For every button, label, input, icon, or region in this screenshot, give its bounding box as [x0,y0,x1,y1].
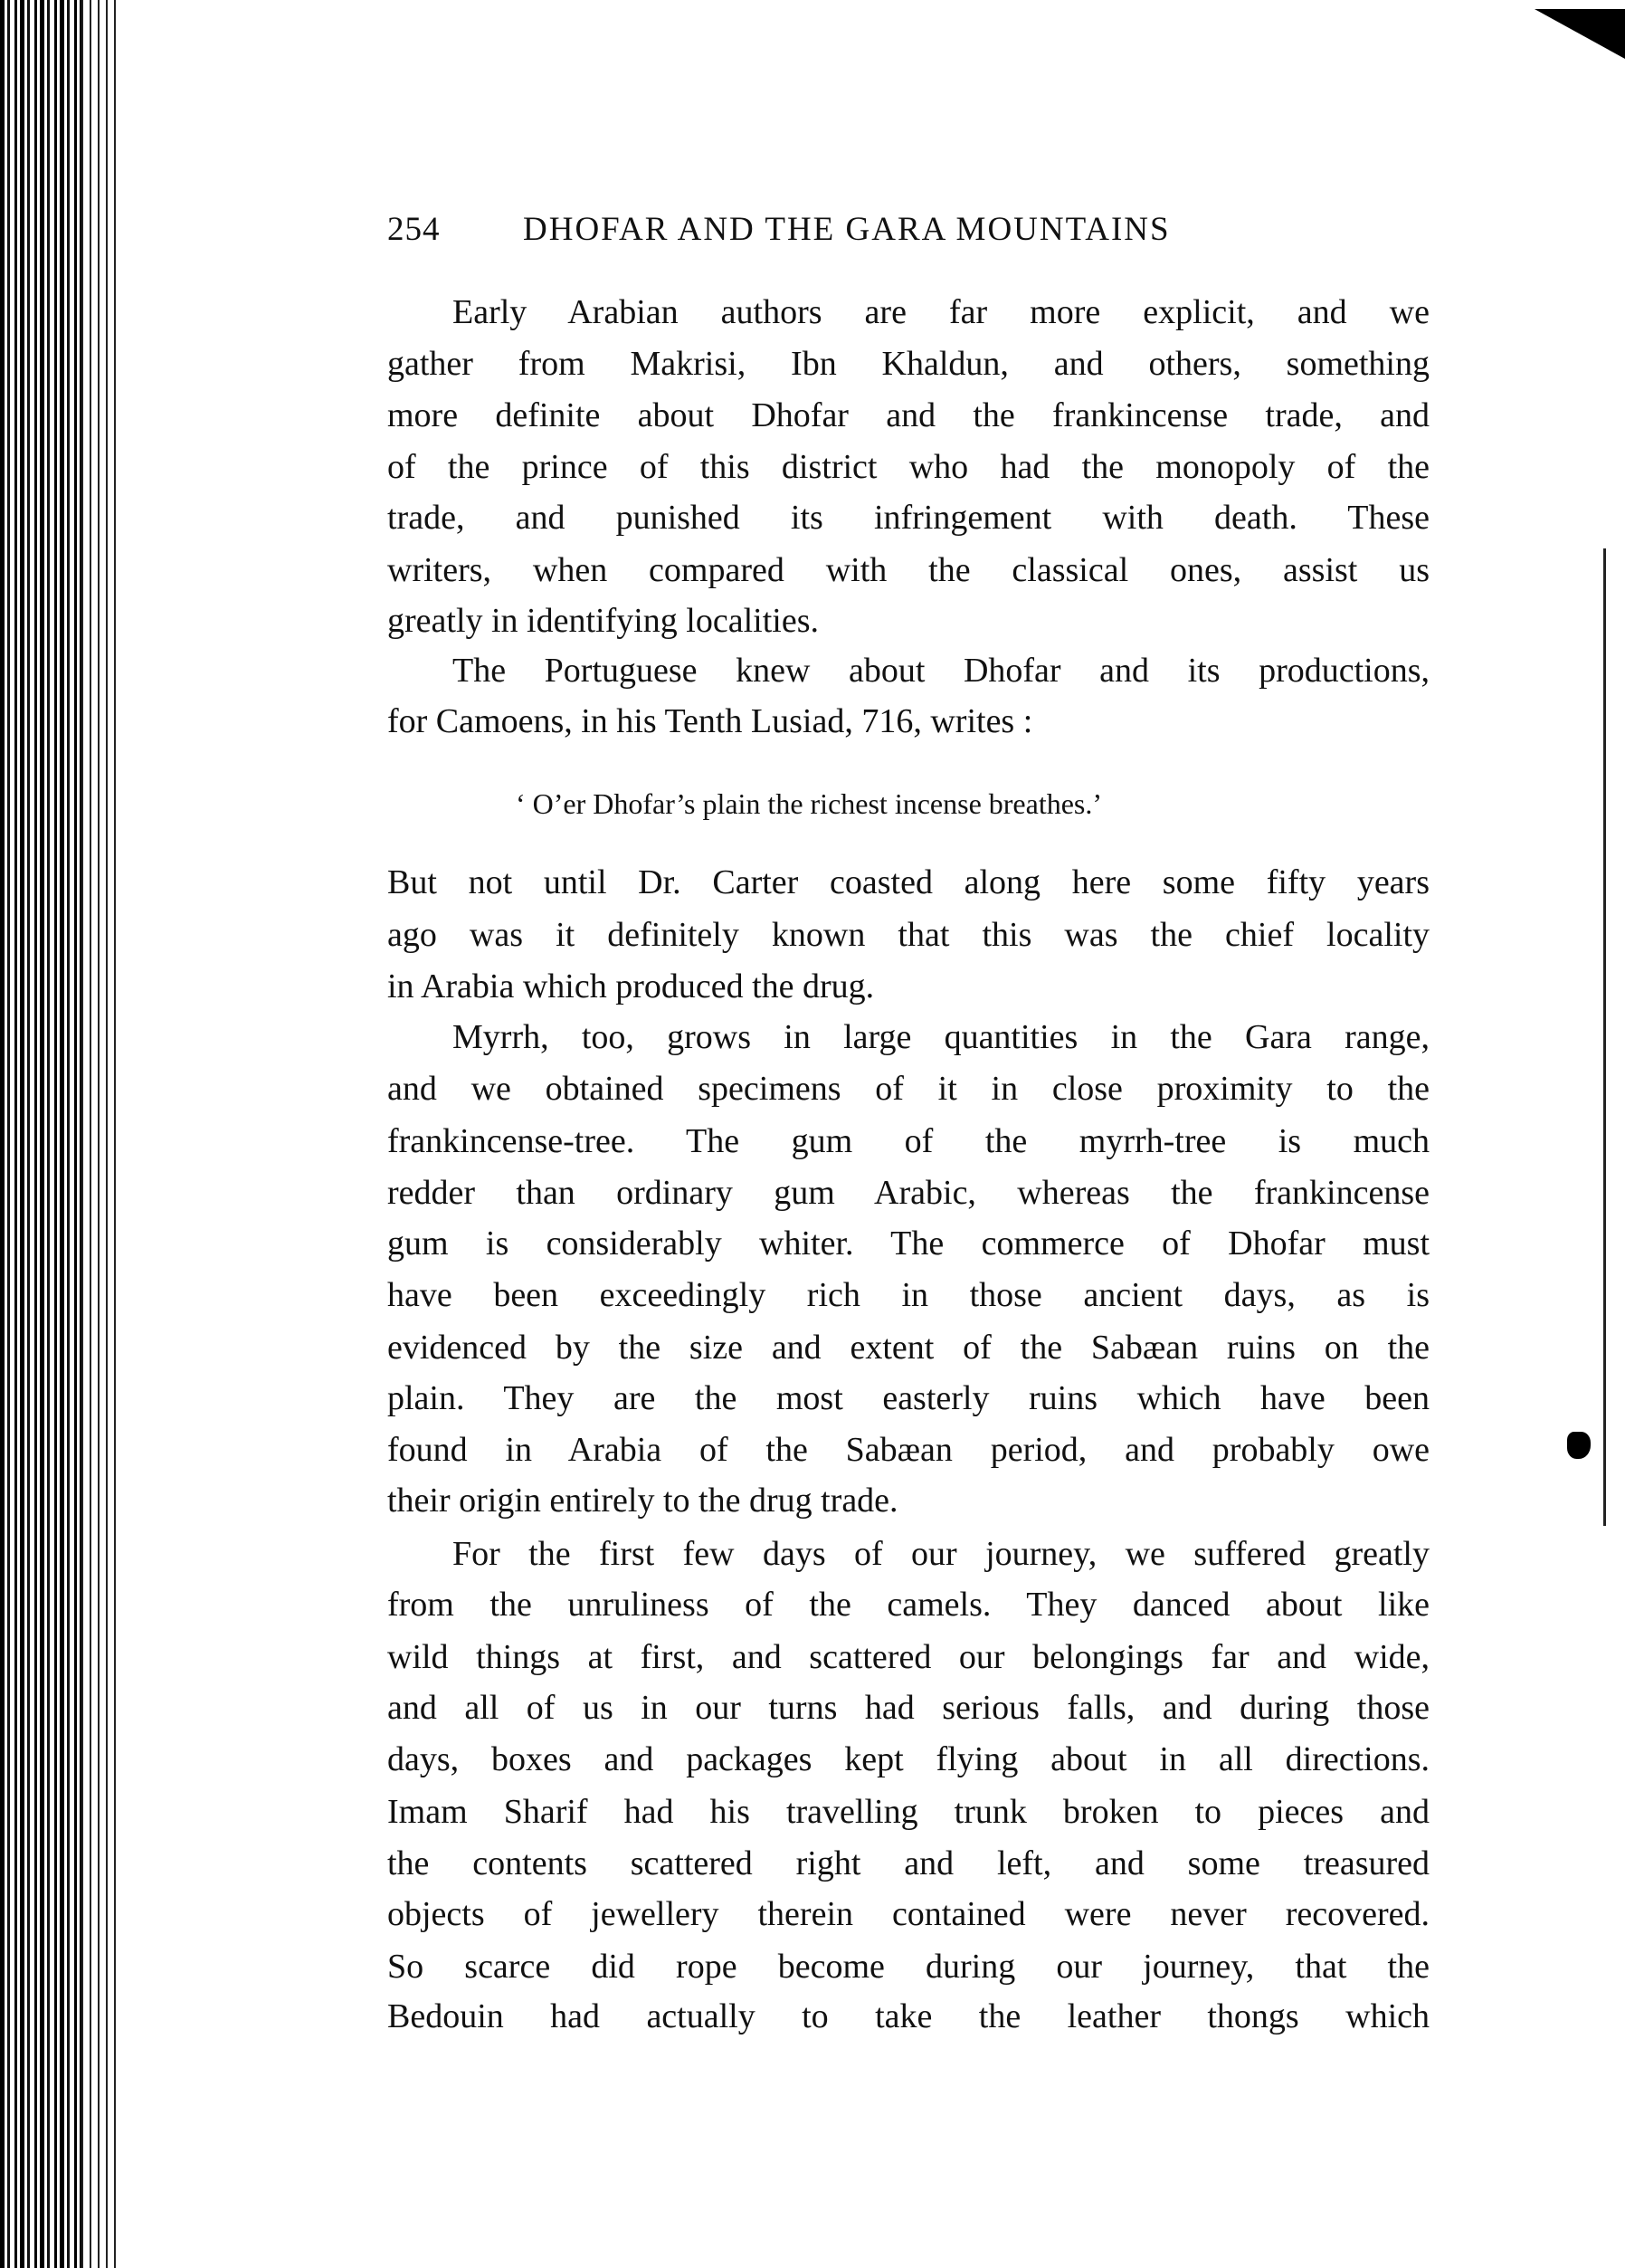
text-line: For the first few days of our journey, we suffered greatly [452,1535,1430,1573]
text-line: and all of us in our turns had serious falls, and during those [387,1689,1430,1727]
text-line: But not until Dr. Carter coasted along here some fifty years [387,863,1430,901]
text-line: for Camoens, in his Tenth Lusiad, 716, writes : [387,702,1033,740]
text-line: gum is considerably whiter. The commerce of Dhofar must [387,1225,1430,1263]
text-line: evidenced by the size and extent of the Sabæan ruins on the [387,1329,1430,1367]
text-line: days, boxes and packages kept flying about in all directions. [387,1740,1430,1778]
margin-line [1603,548,1606,1526]
corner-mark [1535,9,1625,59]
running-title: DHOFAR AND THE GARA MOUNTAINS [523,211,1171,248]
text-line: the contents scattered right and left, and some treasured [387,1844,1430,1882]
book-binding-edge [0,0,118,2268]
text-line: Imam Sharif had his travelling trunk broken to pieces and [387,1793,1430,1831]
text-line: and we obtained specimens of it in close proximity to the [387,1070,1430,1108]
text-line: more definite about Dhofar and the frankincense trade, and [387,396,1430,434]
text-line: greatly in identifying localities. [387,602,819,640]
text-line: trade, and punished its infringement with death. These [387,499,1430,537]
text-line: Bedouin had actually to take the leather thongs which [387,1997,1430,2035]
text-line: redder than ordinary gum Arabic, whereas the frankincense [387,1174,1430,1212]
text-line: So scarce did rope become during our journey, that the [387,1948,1430,1986]
text-line: The Portuguese knew about Dhofar and its productions, [452,652,1430,690]
text-line: of the prince of this district who had the monopoly of the [387,448,1430,486]
text-line: have been exceedingly rich in those ancient days, as is [387,1276,1430,1314]
ink-blot [1567,1432,1591,1459]
text-line: Early Arabian authors are far more explicit, and we [452,293,1430,331]
text-line: wild things at first, and scattered our belongings far and wide, [387,1638,1430,1676]
text-line: found in Arabia of the Sabæan period, and probably owe [387,1431,1430,1469]
text-line: objects of jewellery therein contained were never recovered. [387,1895,1430,1933]
page-number: 254 [387,211,441,248]
text-line: Myrrh, too, grows in large quantities in the Gara range, [452,1018,1430,1056]
text-line: from the unruliness of the camels. They danced about like [387,1586,1430,1624]
text-line: their origin entirely to the drug trade. [387,1482,898,1520]
text-line: frankincense-tree. The gum of the myrrh-tree is much [387,1122,1430,1160]
text-line: gather from Makrisi, Ibn Khaldun, and others, something [387,345,1430,383]
text-line: plain. They are the most easterly ruins which have been [387,1379,1430,1417]
text-line: ago was it definitely known that this was the chief locality [387,916,1430,954]
verse-quote: ‘ O’er Dhofar’s plain the richest incense breathes.’ [516,787,1103,820]
text-line: in Arabia which produced the drug. [387,967,875,1005]
text-line: writers, when compared with the classical ones, assist us [387,551,1430,589]
